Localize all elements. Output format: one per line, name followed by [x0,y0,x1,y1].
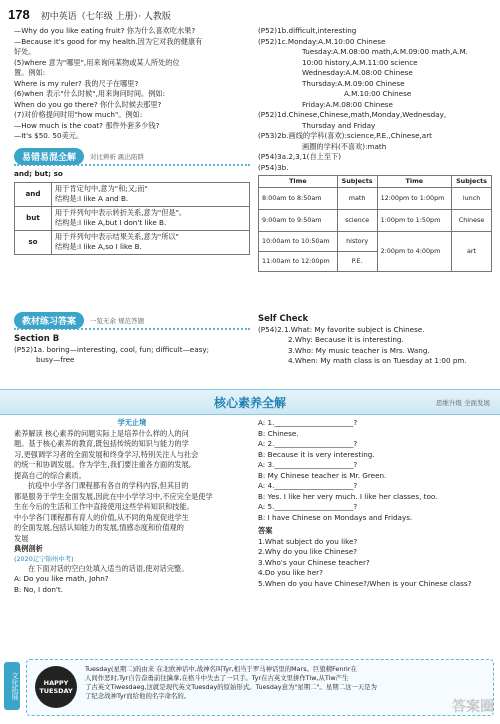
text-line: Friday:A.M.08:00 Chinese [302,99,393,109]
text-line: (P52)1d.Chinese,Chinese,math,Monday,Wednesday, [258,110,447,119]
left-top-text [14,26,250,142]
table-header-row [259,176,492,188]
answer-line: 3.Who's your Chinese teacher? [258,557,370,567]
text-line: 画圈的学科(不喜欢):math [302,141,387,151]
dialog-line: A: 3.______________________? [258,460,358,469]
culture-side-tab: 文化拓展 [4,662,20,710]
dialog-line: A: 4.______________________? [258,481,358,490]
text-line: (P52)1a. boring—interesting, cool, fun; difficult—easy; [14,344,210,354]
text-line: 的全面发展,包括认知能力的发展,情感态度和价值观的 [14,523,184,532]
text-line: 3.Who: My music teacher is Mrs. Wang. [288,345,430,355]
dialog-line: A: 2.______________________? [258,439,358,448]
text-line: Where is my ruler? 我的尺子在哪里? [14,78,139,88]
core-left [14,418,250,595]
dialog-line: B: Yes. I like her very much. I like her classes, too. [258,491,438,501]
table-row [259,188,492,210]
core-subtitle: 学无止境 [117,418,147,427]
text-line: 发展 [14,533,29,543]
table-row [15,230,250,254]
answer-line: 5.When do you have Chinese?/When is your Chinese class? [258,578,472,588]
desc-cell: 用于肯定句中,意为"和;又;而" 结构是:I like A and B. [52,182,250,206]
self-check-section [258,314,494,367]
dialog-line: B: I have Chinese on Mondays and Fridays. [258,512,413,522]
right-top-text [258,26,494,173]
schedule-table [258,175,492,272]
dialog-line: B: No, I don't. [14,584,63,594]
text-line: —It's $50. 50美元。 [14,131,84,140]
text-line: 提高自己的综合素质。 [14,470,86,480]
page-header [8,4,492,22]
dialog-line: A: 5.______________________? [258,502,358,511]
answer-line: 1.What subject do you like? [258,536,358,546]
text-line: —Because it's good for my health.因为它对我的健康有 [14,36,203,46]
section-note: 一览无余 规范答题 [90,316,145,325]
happy-tuesday-badge: HAPPY TUESDAY [35,666,77,708]
time-cell: 12:00pm to 1:00pm [377,188,452,210]
watermark: 答案圈 [452,699,494,715]
text-line: 置。例如: [14,68,46,77]
section-title: 教材练习答案 [14,312,84,329]
text-line: (P52)1c.Monday:A.M.10:00 Chinese [258,36,386,46]
text-line: 2.Why: Because it is interesting. [288,335,404,344]
core-banner [0,389,500,415]
example-instruction: 在下面对话的空白处填入适当的话语,使对话完整。 [28,563,189,573]
header-cell: Subjects [452,176,492,188]
core-right [258,418,494,589]
text-line: Thursday:A.M.09:00 Chinese [302,78,405,88]
desc-cell: 用于并列句中表示转折关系,意为"但是"。 结构是:I like A,but I don't like B. [52,206,250,230]
table-row [15,182,250,206]
text-line: 4.When: My math class is on Tuesday at 1:00 pm. [288,356,467,365]
table-row [259,232,492,252]
book-title: 初中英语（七年级 上册）· 人教版 [40,12,171,22]
text-line: busy—free [36,355,75,364]
text-line: 了古英文Tiwesdaeg,这就是现代英文Tuesday的原始形式。Tuesday意为"星期二"。星期二这一天是为 [85,683,377,691]
text-line: 都是服务于学生全面发展,因此在中小学学习中,不应完全是使学 [14,491,213,501]
text-line: Wednesday:A.M.08:00 Chinese [302,68,413,77]
text-line: (P52)1b.difficult,interesting [258,26,357,35]
text-line: 中小学各门课程都有育人的价值,从不同的角度促进学生 [14,512,189,522]
text-line: —Why do you like eating fruit? 你为什么喜欢吃水果? [14,26,196,35]
banner-title: 核心素养全解 [213,396,286,410]
answer-line: 2.Why do you like Chinese? [258,547,357,556]
subject-cell: P.E. [337,252,377,272]
text-line: (P53)2b.画线的学科(喜欢):science,P.E.,Chinese,art [258,131,432,140]
word-cell: but [15,206,52,230]
dialog-line: B: Because it is very interesting. [258,449,375,459]
text-line: 题。基于核心素养的教育,既包括传统的知识与能力的学 [14,439,189,448]
dialog-line: B: My Chinese teacher is Mr. Green. [258,470,387,480]
time-cell: 10:00am to 10:50am [259,232,338,252]
page-number: 178 [8,7,30,22]
text-line: 抗疫中小学各门课程都有各自的学科内容,但其目的 [28,481,189,490]
subject-cell: math [337,188,377,210]
mistakes-subtitle: and; but; so [14,169,63,178]
desc-cell: 用于并列句中表示结果关系,意为"所以" 结构是:I like A,so I like B. [52,230,250,254]
self-check-title: Self Check [258,314,309,324]
table-row [259,210,492,232]
header-cell: Time [377,176,452,188]
culture-box [26,659,494,716]
subject-cell: science [337,210,377,232]
section-b-heading: Section B [14,334,60,344]
banner-note: 思维升级 全面发展 [435,399,490,407]
word-cell: so [15,230,52,254]
textbook-section [14,312,250,366]
time-cell: 1:00pm to 1:50pm [377,210,452,232]
text-line: —How much is the coat? 那件外套多少钱? [14,120,160,130]
time-cell: 9:00am to 9:50am [259,210,338,232]
table-row [15,206,250,230]
header-cell: Subjects [337,176,377,188]
subject-cell: Chinese [452,210,492,232]
text-line: (6)when 表示"什么时候",用来询问时间。例如: [14,89,166,98]
word-cell: and [15,182,52,206]
text-line: 好处。 [14,47,36,56]
text-line: A.M.10:00 Chinese [344,89,412,98]
text-line: 人间作恶时,Tyr自告奋勇前往擒拿,在格斗中失去了一只手。Tyr在古英文里拼作Tiw,从Tiw产生 [85,674,349,682]
text-line: (P54)2.1.What: My favorite subject is Chinese. [258,324,425,334]
dialog-line: A: Do you like math, John? [14,574,109,583]
subject-cell: lunch [452,188,492,210]
header-cell: Time [259,176,338,188]
section-title: 易错易混全解 [14,148,84,165]
time-cell: 2:00pm to 4:00pm [377,232,452,272]
text-line: (P54)3b. [258,162,289,172]
text-line: Tuesday:A.M.08:00 math,A.M.09:00 math,A.M. [302,47,468,56]
text-line: 的统一和协调发展。作为学生,我们要注重各方面的发展, [14,460,192,469]
text-line: Thursday and Friday [302,120,376,130]
time-cell: 8:00am to 8:50am [259,188,338,210]
text-line: Tuesday(星期二)的由来 在北欧神话中,战神名叫Tyr,相当于罗马神话里的Mars。巨狼精Fenrir在 [85,665,357,673]
text-line: (7)对价格提问时用"how much"。例如: [14,110,143,119]
subject-cell: history [337,232,377,252]
section-note: 对比辨析 跳出陷阱 [90,152,145,161]
text-line: 10:00 history,A.M.11:00 science [302,57,418,67]
dialog-line: B: Chinese. [258,428,299,438]
subject-cell: art [452,232,492,272]
text-line: 素养解读 核心素养的问题实际上是培养什么样的人的问 [14,428,189,438]
example-source: (2020辽宁锦州中考) [14,554,74,563]
example-title: 典例剖析 [14,544,43,553]
text-line: 生在今后的生活和工作中直接使用这些学科知识和技能。 [14,502,194,511]
answer-line: 4.Do you like her? [258,568,323,577]
easy-mistakes-section [14,148,250,255]
text-line: When do you go there? 你什么时候去那里? [14,99,162,109]
culture-text [85,665,487,701]
text-line: 了纪念战神Tyr而给他的名字命名的。 [85,692,191,700]
text-line: (P54)3a.2,3,1(自上至下) [258,152,341,161]
time-cell: 11:00am to 12:00pm [259,252,338,272]
text-line: (5)where 意为"哪里",用来询问某物或某人所处的位 [14,57,180,67]
answer-title: 答案 [258,526,273,535]
text-line: 习,更强调学习者的全面发展和终身学习,特别关注人与社会 [14,449,199,459]
dialog-line: A: 1.______________________? [258,418,358,427]
mistakes-table [14,182,250,255]
